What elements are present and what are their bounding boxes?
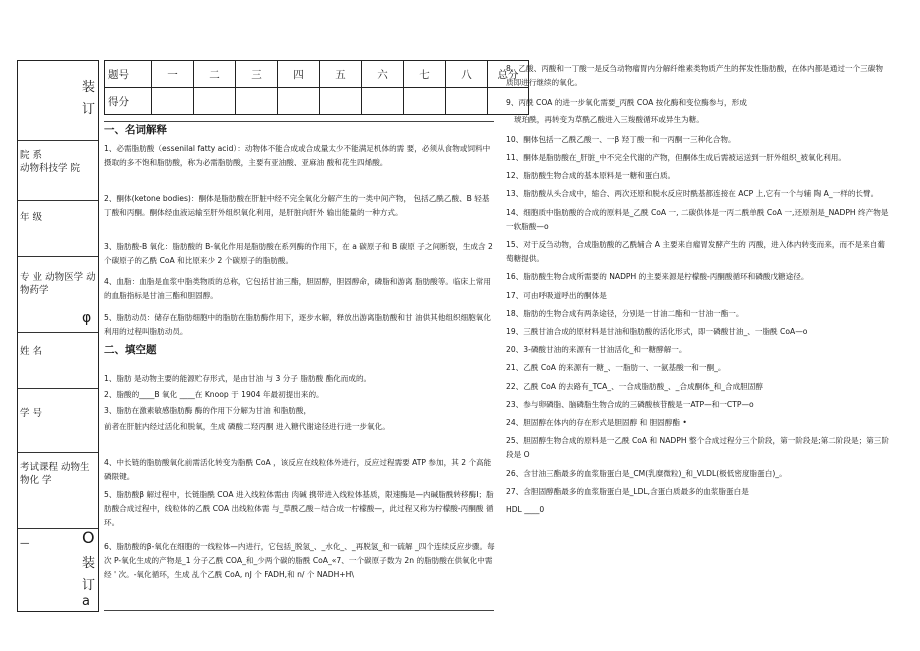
definition-4: 4、血脂：血脂是血浆中脂类物质的总称，它包括甘油三酯，胆固醇，胆固醇命，磷脂和游离 脂肪酸等。临床上常用的血脂指标是甘油三酯和胆固醇。: [104, 277, 491, 300]
definition-1: 1、必需脂肪酸（essenilal fatty acid）：动物体不能合成或合成量太少不能满足机体的需 要，必须从食物或饲料中摄取的多不饱和脂肪酸，称为必需脂肪酸，主要有亚油酸、亚麻油 酸和花生四烯酸。: [104, 144, 491, 167]
score-cell[interactable]: [278, 88, 320, 115]
fill-item-26: 26、含甘油三酯最多的血浆脂蛋白是_CM(乳糜微粒)_和_VLDL(极低密度脂蛋白)_。: [506, 468, 787, 478]
fill-item-22: 22、乙酰 CoA 的去路有_TCA_、一合成脂肪酸_、_合成酮体_和_合成胆固醇: [506, 381, 763, 391]
fill-item-14: 14、细胞质中脂肪酸的合成的原料是_乙酰 CoA 一, 二碳供体是一丙二酰单酰 CoA 一,还原剂是_NADPH 终产物是一软脂酸—o: [506, 207, 889, 231]
binding-strip: [80, 60, 100, 612]
score-cell[interactable]: [446, 88, 488, 115]
score-header-cell: 二: [194, 61, 236, 88]
fill-item-18: 18、脂肪的生物合成有两条途径，分别是一甘油二酯和一甘油一酯一。: [506, 308, 744, 318]
score-header-cell: 总分: [488, 61, 529, 88]
fill-item-9: 9、丙酰 COA 的进一步氧化需要_丙酰 COA 按化酶和变位酶参与，形成: [506, 98, 747, 108]
definition-2: 2、酮体(ketone bodies)：酮体是脂肪酸在肝脏中经不完全氧化分解产生的一类中间产物， 包括乙酰乙酸、B 轻基丁酸和丙酮。酮体经血液运输至肝外组织氧化利用，是肝脏向肝外 输出能量的一种方式。: [104, 194, 490, 217]
fill-item-21: 21、乙酰 CoA 的来源有一糖_、一脂肪一、一氨基酸一和一酮_。: [506, 363, 726, 373]
fill-item-27-cont: HDL ____0: [506, 505, 545, 515]
binding-char: a: [82, 594, 90, 609]
score-header-cell: 四: [278, 61, 320, 88]
score-cell[interactable]: [236, 88, 278, 115]
score-value-row: [105, 88, 529, 115]
fill-item-25: 25、胆固醇生物合成的原料是一乙酰 CoA 和 NADPH 整个合成过程分三个阶段，第一阶段是;第二阶段是；第三阶段是 O: [506, 436, 889, 460]
binding-char: 装: [82, 556, 96, 571]
definition-5: 5、脂肪动员：储存在脂肪细胞中的脂肪在脂肪酶作用下，逐步水解，释放出游离脂肪酸和甘 油供其他组织细胞氧化利用的过程叫脂肪动员。: [104, 313, 491, 336]
binding-char: φ: [82, 310, 92, 326]
fill-item-8: 8、乙酸、丙酸和一丁酸一是反刍动物瘤胃内分解纤维素类物质产生的挥发性脂肪酸，在体内都是通过一个三碳物质即进行继续的氧化。: [506, 64, 883, 88]
info-label: 院 系: [20, 150, 43, 161]
score-header-cell: 六: [362, 61, 404, 88]
binding-char: 订: [82, 102, 96, 117]
score-header-row: [105, 61, 529, 88]
score-cell[interactable]: [152, 88, 194, 115]
fill-item-24: 24、胆固醇在体内的存在形式是胆固醇 和 胆固醇酯 •: [506, 418, 687, 428]
fill-item-15: 15、对于反刍动物，合成脂肪酸的乙酰辅合 A 主要来自瘤胃发酵产生的 丙酸，进入体内转变而来，而不是来自葡萄糖提供。: [506, 240, 885, 264]
score-table: [104, 60, 529, 115]
fill-item-16: 16、脂肪酸生物合成所需要的 NADPH 的主要来源是柠檬酸-丙酮酸循环和磷酸戊糖途径。: [506, 272, 809, 282]
info-value: 动物科技学 院: [20, 163, 81, 174]
score-header-cell: 一: [152, 61, 194, 88]
fill-item-5: 5、脂肪酸β 解过程中，长链脂酰 COA 进入线粒体需由 肉碱 携带进入线粒体基质，限速酶是—内碱脂酰转移酶I；脂肪酸合成过程中，线粒体的乙酰 COA 出线粒体需 与_草酰乙酸－结合成一柠檬酸—，此过程又称为柠檬酸-丙酮酸 循环。: [104, 490, 494, 527]
score-cell[interactable]: [404, 88, 446, 115]
info-label: 年 级: [20, 212, 43, 223]
bottom-divider: [104, 610, 494, 611]
info-value: 动物生物化 学: [20, 462, 90, 486]
fill-item-6: 6、脂肪酸的β-氧化在细胞的一线粒体—内进行，它包括_脱氢_、_水化_、_再脱氢_和一硫解 _四个连续反应步骤。每次 P-氧化生成的产物是_1 分子乙酰 COA_和_少两个碳的脂酰 CoA_«7、一个碳原子数为 2n 的脂肪酸在供氧化中需经 ' 次。-氧化循环，生成 乩个乙酰 CoA, nJ 个 FADH,和 n/ 个 NADH+H\: [104, 542, 495, 579]
fill-item-10: 10、酮体包括一乙酰乙酸一、一β 羟丁酸一和一丙酮一三种化合物。: [506, 134, 736, 144]
score-cell[interactable]: [320, 88, 362, 115]
info-label: 专 业: [20, 272, 43, 283]
fill-item-1: 1、脂肪 是动物主要的能源贮存形式，是由甘油 与 3 分子 脂肪酸 酯化而成的。: [104, 374, 372, 383]
right-column: [506, 62, 890, 517]
fill-item-2: 2、脂酸的____B 氧化 ____在 Knoop 于 1904 年最初提出来的。: [104, 390, 324, 399]
fill-item-3-cont: 前者在肝脏内经过活化和脱氧，生成 磷酸二羟丙酮 进入糖代谢途径进行进一步氧化。: [104, 422, 390, 431]
binding-char: 订: [82, 578, 96, 593]
section2-title: 二、填空题: [104, 344, 157, 356]
fill-item-19: 19、三酰甘油合成的原材料是甘油和脂肪酸的活化形式，即一磷酸甘油_、一脂酰 CoA—o: [506, 327, 808, 337]
score-cell[interactable]: [362, 88, 404, 115]
score-header-cell: 七: [404, 61, 446, 88]
fill-item-3: 3、脂肪在激素敏感脂肪酶 酶的作用下分解为甘油 和脂肪酸，: [104, 406, 312, 415]
score-header-cell: 题号: [105, 61, 152, 88]
fill-item-13: 13、脂肪酸从头合成中，缩合、两次还原和脱水反应时酰基都连接在 ACP 上,它有一个与辅 陶 A_一样的长臂。: [506, 189, 879, 199]
section1-title: 一、名词解释: [104, 124, 167, 136]
fill-item-27: 27、含胆固醇酯最多的血浆脂蛋白是_LDL,含蛋白质最多的血浆脂蛋白是: [506, 486, 749, 496]
info-label: —: [20, 538, 30, 549]
section-divider: [104, 121, 494, 122]
score-header-cell: 三: [236, 61, 278, 88]
score-header-cell: 五: [320, 61, 362, 88]
fill-item-11: 11、酮体是脂肪酸在_肝脏_中不完全代谢的产物，但酮体生成后需被运送到一肝外组织_被氧化利用。: [506, 153, 846, 163]
binding-char: O: [82, 528, 95, 547]
fill-item-20: 20、3-磷酸甘油的来源有一甘油活化_和一糖酵解一。: [506, 345, 687, 355]
info-label: 考试课程: [20, 462, 59, 473]
fill-item-9-cont: 琥珀酰，再转变为草酰乙酸进入三羧酸循环或异生为糖。: [514, 114, 704, 124]
info-value: 动物医学 动物药学: [20, 272, 96, 296]
score-cell[interactable]: [194, 88, 236, 115]
score-row-label: 得分: [105, 88, 152, 115]
fill-item-12: 12、脂肪酸生物合成的基本原料是一糖和蛋白质。: [506, 171, 676, 181]
info-label: 姓 名: [20, 346, 43, 357]
fill-item-4: 4、中长链的脂肪酸氧化前需活化转变为脂酰 CoA ，该反应在线粒体外进行，反应过程需要 ATP 参加，其 2 个高能磷限键。: [104, 458, 492, 481]
info-label: 学 号: [20, 408, 43, 419]
binding-char: 装: [82, 80, 96, 95]
fill-item-17: 17、可由呼吸道呼出的酮体是: [506, 290, 607, 300]
fill-item-23: 23、参与卵磷脂、脑磷脂生物合成的三磷酸核苷酸是一ATP—和一CTP—o: [506, 399, 754, 409]
score-header-cell: 八: [446, 61, 488, 88]
definition-3: 3、脂肪酸-B 氧化：脂肪酸的 B-氧化作用是脂肪酸在系列酶的作用下，在 a 碳原子和 B 碳原 子之间断裂，生成含 2 个碳原子的乙酰 CoA 和比原来少 2 个碳原子的脂肪酸。: [104, 242, 493, 265]
